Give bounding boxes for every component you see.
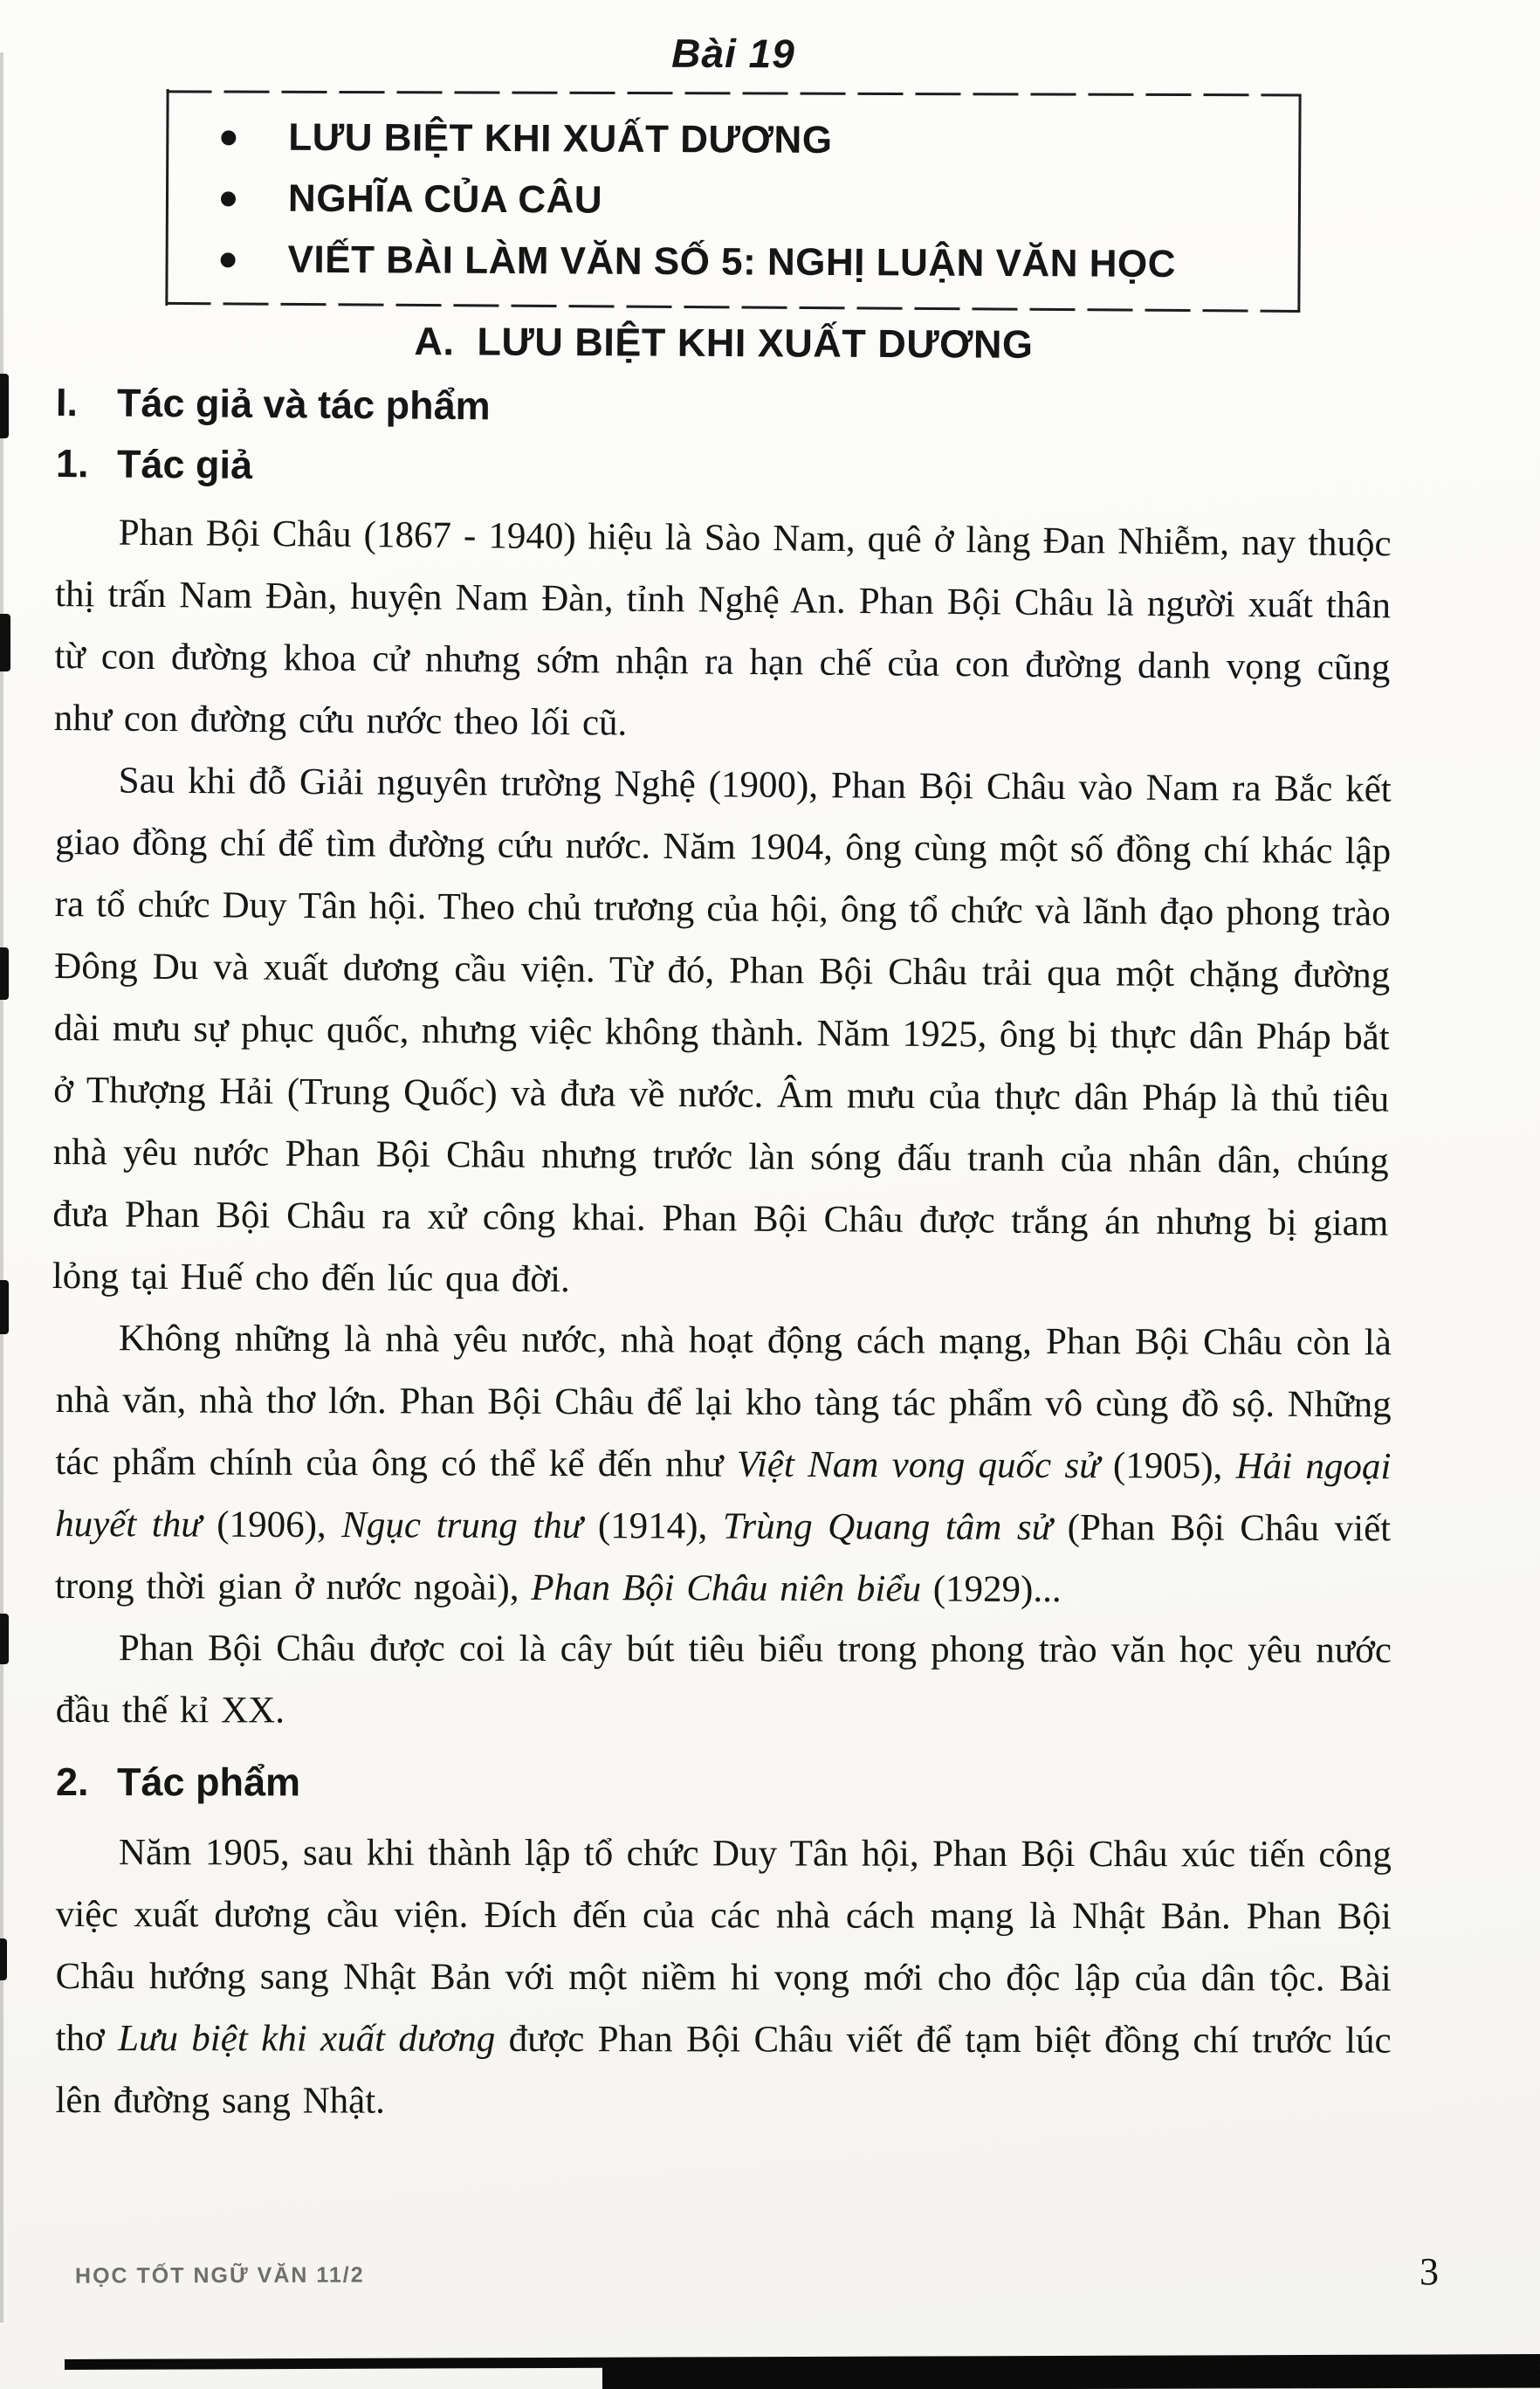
topic-box-item-label: LƯU BIỆT KHI XUẤT DƯƠNG	[288, 115, 833, 162]
heading-author	[56, 438, 1392, 500]
topic-box-bottom-border	[165, 302, 1300, 313]
topic-box-item	[210, 168, 1272, 234]
topic-box-item	[210, 229, 1271, 295]
section-a-title-text: LƯU BIỆT KHI XUẤT DƯƠNG	[477, 319, 1034, 367]
paragraph-author-works: Không những là nhà yêu nước, nhà hoạt động cách mạng, Phan Bội Châu còn là nhà văn, nhà thơ lớn. Phan Bội Châu để lại kho tàng tác phẩm vô cùng đồ sộ. Những tác phẩm chính của ông có thể kể đến như Việt Nam vong quốc sử (1905), Hải ngoại huyết thư (1906), Ngục trung thư (1914), Trùng Quang tâm sử (Phan Bội Châu viết trong thời gian ở nước ngoài), Phan Bội Châu niên biểu (1929)...	[54, 1318, 1392, 1611]
heading-marker: I.	[55, 380, 79, 425]
scan-edge-mark	[0, 947, 9, 1000]
paragraph-work-context: Năm 1905, sau khi thành lập tổ chức Duy Tân hội, Phan Bội Châu xúc tiến công việc xuất dương cầu viện. Đích đến của các nhà cách mạng là Nhật Bản. Phan Bội Châu hướng sang Nhật Bản với một niềm hi vọng mới cho độc lập của dân tộc. Bài thơ Lưu biệt khi xuất dương được Phan Bội Châu viết để tạm biệt đồng chí trước lúc lên đường sang Nhật.	[55, 1832, 1392, 2122]
section-a-title	[56, 316, 1392, 370]
heading-text: Tác giả và tác phẩm	[116, 380, 491, 429]
paragraph-author-bio: Phan Bội Châu (1867 - 1940) hiệu là Sào Nam, quê ở làng Đan Nhiễm, nay thuộc thị trấn Nam Đàn, huyện Nam Đàn, tỉnh Nghệ An. Phan Bội Châu là người xuất thân từ con đường khoa cử nhưng sớm nhận ra hạn chế của con đường danh vọng cũng như con đường cứu nước theo lối cũ.	[53, 512, 1392, 744]
lesson-label: Bài 19	[671, 30, 795, 77]
heading-work	[56, 1757, 1392, 1810]
bullet-icon	[221, 130, 236, 145]
scan-edge-mark	[0, 614, 10, 671]
heading-author-and-works	[56, 377, 1392, 439]
topic-box-top-border	[167, 90, 1302, 96]
topic-box-item-label: NGHĨA CỦA CÂU	[287, 176, 603, 222]
scan-edge-mark	[0, 1280, 9, 1334]
heading-marker: 2.	[55, 1759, 89, 1805]
heading-text: Tác phẩm	[116, 1759, 301, 1805]
scan-edge-mark	[0, 374, 9, 438]
bullet-icon	[221, 191, 236, 206]
topic-box-item-label: VIẾT BÀI LÀM VĂN SỐ 5: NGHỊ LUẬN VĂN HỌC	[287, 238, 1177, 286]
heading-marker: 1.	[55, 441, 89, 486]
section-a-marker: A.	[414, 319, 455, 364]
paragraph-author-career: Sau khi đỗ Giải nguyên trường Nghệ (1900), Phan Bội Châu vào Nam ra Bắc kết giao đồng chí để tìm đường cứu nước. Năm 1904, ông cùng một số đồng chí khác lập ra tổ chức Duy Tân hội. Theo chủ trương của hội, ông tổ chức và lãnh đạo phong trào Đông Du và xuất dương cầu viện. Từ đó, Phan Bội Châu trải qua một chặng đường dài mưu sự phục quốc, nhưng việc không thành. Năm 1925, ông bị thực dân Pháp bắt ở Thượng Hải (Trung Quốc) và đưa về nước. Âm mưu của thực dân Pháp là thủ tiêu nhà yêu nước Phan Bội Châu nhưng trước làn sóng đấu tranh của nhân dân, chúng đưa Phan Bội Châu ra xử công khai. Phan Bội Châu được trắng án nhưng bị giam lỏng tại Huế cho đến lúc qua đời.	[52, 760, 1392, 1301]
heading-text: Tác giả	[116, 441, 253, 487]
scan-edge-mark	[0, 1614, 9, 1664]
topic-box	[165, 89, 1301, 312]
bullet-icon	[221, 252, 236, 267]
scan-edge-mark	[0, 1938, 7, 1980]
paragraph-author-legacy: Phan Bội Châu được coi là cây bút tiêu biểu trong phong trào văn học yêu nước đầu thế kỉ XX.	[55, 1628, 1392, 1732]
scan-bottom-edge	[602, 2363, 1540, 2389]
topic-box-item	[210, 107, 1272, 173]
book-imprint: HỌC TỐT NGỮ VĂN 11/2	[74, 2262, 365, 2289]
page-number: 3	[1420, 2250, 1439, 2293]
